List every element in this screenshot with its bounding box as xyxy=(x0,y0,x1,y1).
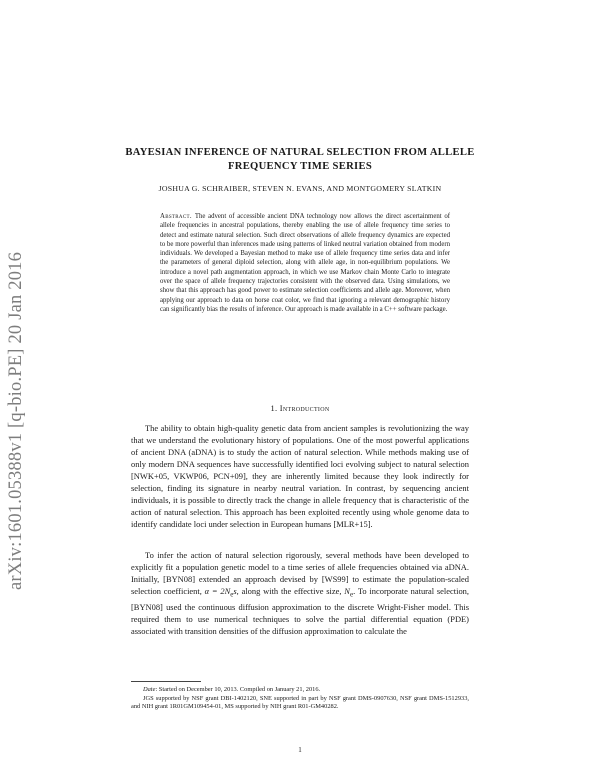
footnote-date-label: Date xyxy=(143,686,156,693)
paragraph-text: , along with the effective size, xyxy=(236,586,345,597)
math-subscript: e xyxy=(230,590,234,599)
paragraph-text: The ability to obtain high-quality genetic data from ancient samples is revolutionizing the way that we understand the evolutionary history of populations. One of the most powerful applications of ancient DNA (aDNA) is to study the action of natural selection. While methods making use of only modern DNA sequences have successfully identified loci evolving subject to natural selection [NWK+05, VKWP06, PCN+09], they are inherently limited because they look indirectly for selection, finding its signature in nearby neutral variation. In contrast, by sequencing ancient individuals, it is possible to directly track the change in allele frequency that is characteristic of the action of natural selection. This approach has been exploited recently using whole genome data to identify candidate loci under selection in European humans [MLR+15]. xyxy=(131,423,469,530)
footnotes xyxy=(131,686,469,712)
paragraph-text: . To incorporate natural selection, [BYN08] used the continuous diffusion approximation to the discrete Wright-Fisher model. This required them to use numerical techniques to solve the partial differential equation (PDE) associated with transition densities of the diffusion approximation to calculate the xyxy=(131,586,469,636)
footnote-date xyxy=(131,686,469,695)
footnote-funding-text: JGS supported by NSF grant DBI-1402120, SNE supported in part by NSF grant DMS-0907630, NSF grant DMS-1512933, and NIH grant 1R01GM109454-01, MS supported by NIH grant R01-GM40282. xyxy=(131,694,469,711)
footnote-rule xyxy=(131,681,201,682)
math-subscript: e xyxy=(349,590,354,599)
section-heading-introduction: 1. Introduction xyxy=(270,404,330,413)
footnote-funding xyxy=(131,695,469,712)
intro-paragraph-2 xyxy=(131,549,469,637)
abstract-label: Abstract. xyxy=(160,213,192,220)
paper-authors: JOSHUA G. SCHRAIBER, STEVEN N. EVANS, AND MONTGOMERY SLATKIN xyxy=(158,184,442,193)
math-alpha: α = 2N xyxy=(204,586,231,597)
footnote-date-text: : Started on December 10, 2013. Compiled on January 21, 2016. xyxy=(155,686,321,693)
abstract-text: The advent of accessible ancient DNA technology now allows the direct ascertainment of allele frequencies in ancestral populations, thereby enabling the use of allele frequency time series to detect and estimate natural selection. Such direct observations of allele frequency dynamics are expected to be more powerful than inferences made using patterns of linked neutral variation obtained from modern individuals. We developed a Bayesian method to make use of allele frequency time series data and infer the parameters of general diploid selection, along with allele age, in non-equilibrium populations. We introduce a novel path augmentation approach, in which we use Markov chain Monte Carlo to integrate over the space of allele frequency trajectories consistent with the observed data. Using simulations, we show that this approach has good power to estimate selection coefficients and allele age. Moreover, when applying our approach to data on horse coat color, we find that ignoring a relevant demographic history can significantly bias the results of inference. Our approach is made available in a C++ software package. xyxy=(160,213,450,313)
math-s: s xyxy=(233,586,237,597)
paper-title: BAYESIAN INFERENCE OF NATURAL SELECTION FROM ALLELE FREQUENCY TIME SERIES xyxy=(125,147,475,172)
paragraph-text: To infer the action of natural selection rigorously, several methods have been developed to explicitly fit a population genetic model to a time series of allele frequencies obtained via aDNA. Initially, [BYN08] extended an approach devised by [WS99] to estimate the population-scaled selection coefficient, xyxy=(131,550,469,597)
page-number: 1 xyxy=(298,746,302,754)
abstract xyxy=(160,212,450,314)
intro-paragraph-1 xyxy=(131,422,469,530)
arxiv-identifier: arXiv:1601.05388v1 [q-bio.PE] 20 Jan 2016 xyxy=(6,251,26,590)
math-n: N xyxy=(344,586,350,597)
